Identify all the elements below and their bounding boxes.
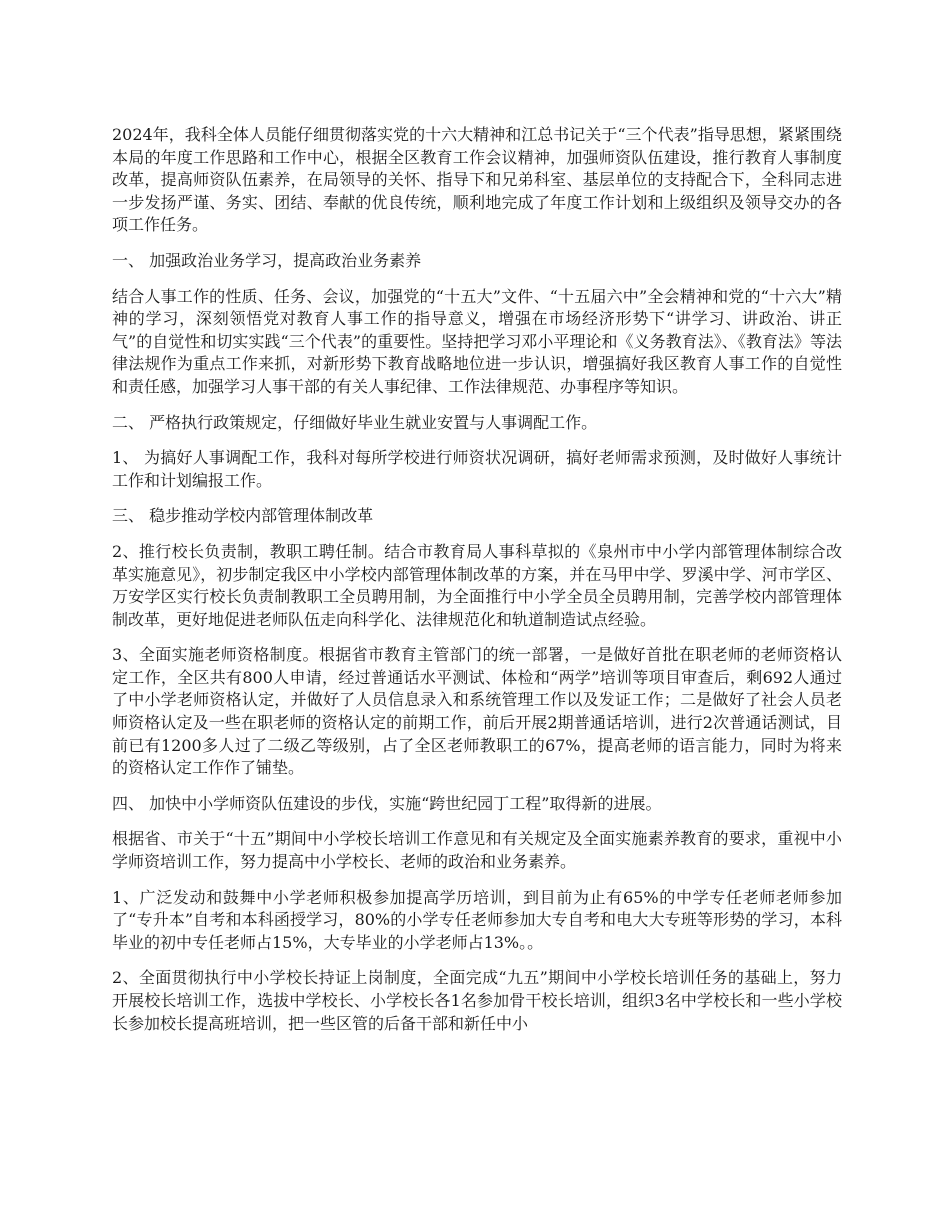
- document-body: [112, 124, 842, 1048]
- section-4-paragraph-2: 2、全面贯彻执行中小学校长持证上岗制度，全面完成“九五”期间中小学校长培训任务的基础上，努力开展校长培训工作，选拔中学校长、小学校长各1名参加骨干校长培训，组织3名中学校长和一些小学校长参加校长提高班培训，把一些区管的后备干部和新任中小: [112, 968, 842, 1033]
- section-2-paragraph-1: 1、 为搞好人事调配工作，我科对每所学校进行师资状况调研，搞好老师需求预测，及时做好人事统计工作和计划编报工作。: [112, 448, 842, 490]
- section-1-paragraph: 结合人事工作的性质、任务、会议，加强党的“十五大”文件、“十五届六中”全会精神和党的“十六大”精神的学习，深刻领悟党对教育人事工作的指导意义，增强在市场经济形势下“讲学习、讲政治、讲正气”的自觉性和切实实践“三个代表”的重要性。坚持把学习邓小平理论和《义务教育法》、《教育法》等法律法规作为重点工作来抓，对新形势下教育战略地位进一步认识，增强搞好我区教育人事工作的自觉性和责任感，加强学习人事干部的有关人事纪律、工作法律规范、办事程序等知识。: [112, 286, 842, 396]
- section-3-paragraph-2: 2、推行校长负责制，教职工聘任制。结合市教育局人事科草拟的《泉州市中小学内部管理体制综合改革实施意见》，初步制定我区中小学校内部管理体制改革的方案，并在马甲中学、罗溪中学、河市学区、万安学区实行校长负责制教职工全员聘用制，为全面推行中小学全员全员聘用制，完善学校内部管理体制改革，更好地促进老师队伍走向科学化、法律规范化和轨道制造试点经验。: [112, 541, 842, 629]
- section-heading-2: 二、 严格执行政策规定，仔细做好毕业生就业安置与人事调配工作。: [112, 412, 598, 432]
- section-heading-1: 一、 加强政治业务学习，提高政治业务素养: [112, 250, 422, 270]
- intro-paragraph: 2024年，我科全体人员能仔细贯彻落实党的十六大精神和江总书记关于“三个代表”指导思想，紧紧围绕本局的年度工作思路和工作中心，根据全区教育工作会议精神，加强师资队伍建设，推行教育人事制度改革，提高师资队伍素养，在局领导的关怀、指导下和兄弟科室、基层单位的支持配合下，全科同志进一步发扬严谨、务实、团结、奉献的优良传统，顺利地完成了年度工作计划和上级组织及领导交办的各项工作任务。: [112, 125, 842, 235]
- section-4-paragraph-1: 1、广泛发动和鼓舞中小学老师积极参加提高学历培训，到目前为止有65%的中学专任老师老师参加了“专升本”自考和本科函授学习，80%的小学专任老师参加大专自考和电大大专班等形势的学习，本科毕业的初中专任老师占15%，大专毕业的小学老师占13%。。: [112, 887, 842, 952]
- section-heading-3: 三、 稳步推动学校内部管理体制改革: [112, 506, 374, 526]
- section-heading-4: 四、 加快中小学师资队伍建设的步伐，实施“跨世纪园丁工程”取得新的进展。: [112, 793, 662, 813]
- section-3-paragraph-3: 3、全面实施老师资格制度。根据省市教育主管部门的统一部署，一是做好首批在职老师的老师资格认定工作，全区共有800人申请，经过普通话水平测试、体检和“两学”培训等项目审查后，剩692人通过了中小学老师资格认定，并做好了人员信息录入和系统管理工作以及发证工作；二是做好了社会人员老师资格认定及一些在职老师的资格认定的前期工作，前后开展2期普通话培训，进行2次普通话测试，目前已有1200多人过了二级乙等级别，占了全区老师教职工的67%，提高老师的语言能力，同时为将来的资格认定工作作了铺垫。: [112, 645, 842, 778]
- section-4-intro-paragraph: 根据省、市关于“十五”期间中小学校长培训工作意见和有关规定及全面实施素养教育的要求，重视中小学师资培训工作，努力提高中小学校长、老师的政治和业务素养。: [112, 829, 842, 872]
